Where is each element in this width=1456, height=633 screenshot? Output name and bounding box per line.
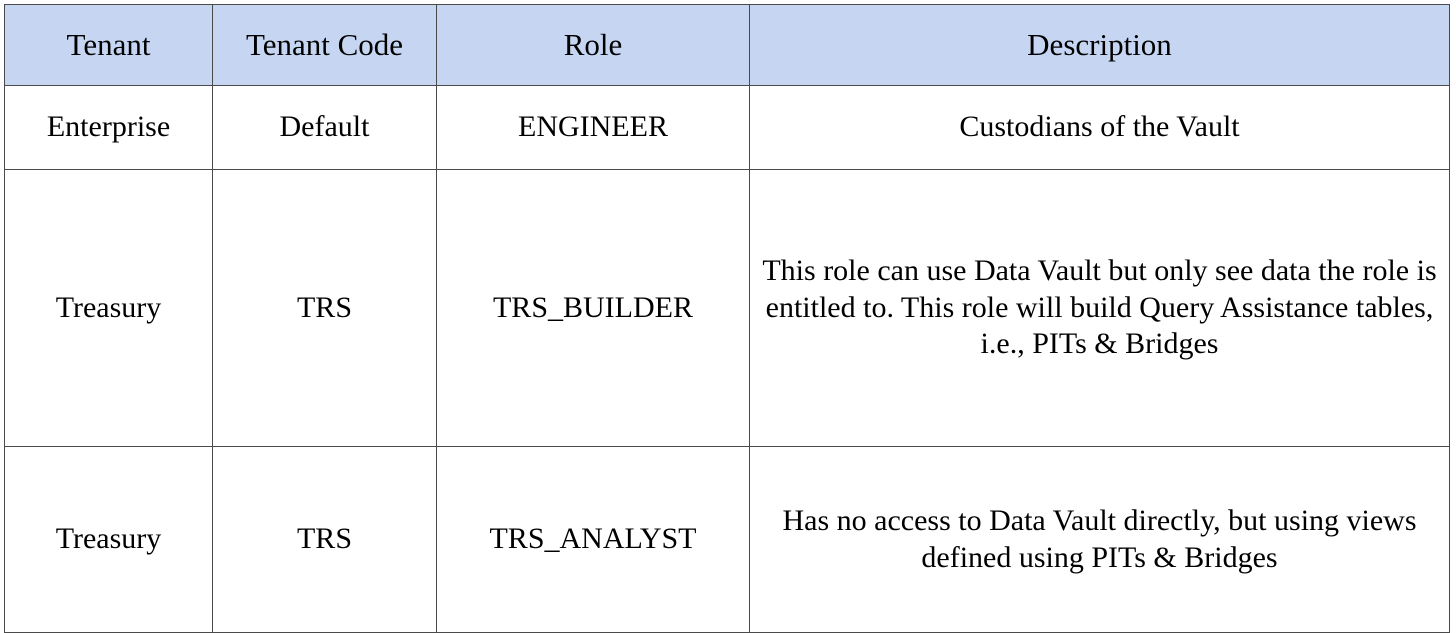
column-header-tenant-code: Tenant Code bbox=[213, 5, 437, 86]
cell-role: TRS_ANALYST bbox=[437, 447, 750, 633]
table-header-row bbox=[5, 5, 1450, 86]
cell-description: This role can use Data Vault but only see data the role is entitled to. This role will build Query Assistance tables, i.e., PITs & Bridges bbox=[750, 170, 1450, 447]
cell-description: Has no access to Data Vault directly, but using views defined using PITs & Bridges bbox=[750, 447, 1450, 633]
cell-description: Custodians of the Vault bbox=[750, 86, 1450, 170]
roles-table bbox=[4, 4, 1450, 633]
cell-role: TRS_BUILDER bbox=[437, 170, 750, 447]
column-header-tenant: Tenant bbox=[5, 5, 213, 86]
column-header-description: Description bbox=[750, 5, 1450, 86]
cell-tenant: Treasury bbox=[5, 170, 213, 447]
cell-tenant: Treasury bbox=[5, 447, 213, 633]
column-header-role: Role bbox=[437, 5, 750, 86]
cell-tenant: Enterprise bbox=[5, 86, 213, 170]
table-row bbox=[5, 86, 1450, 170]
cell-tenant-code: TRS bbox=[213, 447, 437, 633]
table-header bbox=[5, 5, 1450, 86]
cell-tenant-code: Default bbox=[213, 86, 437, 170]
cell-role: ENGINEER bbox=[437, 86, 750, 170]
cell-tenant-code: TRS bbox=[213, 170, 437, 447]
table-row bbox=[5, 170, 1450, 447]
table-body bbox=[5, 86, 1450, 633]
table-row bbox=[5, 447, 1450, 633]
